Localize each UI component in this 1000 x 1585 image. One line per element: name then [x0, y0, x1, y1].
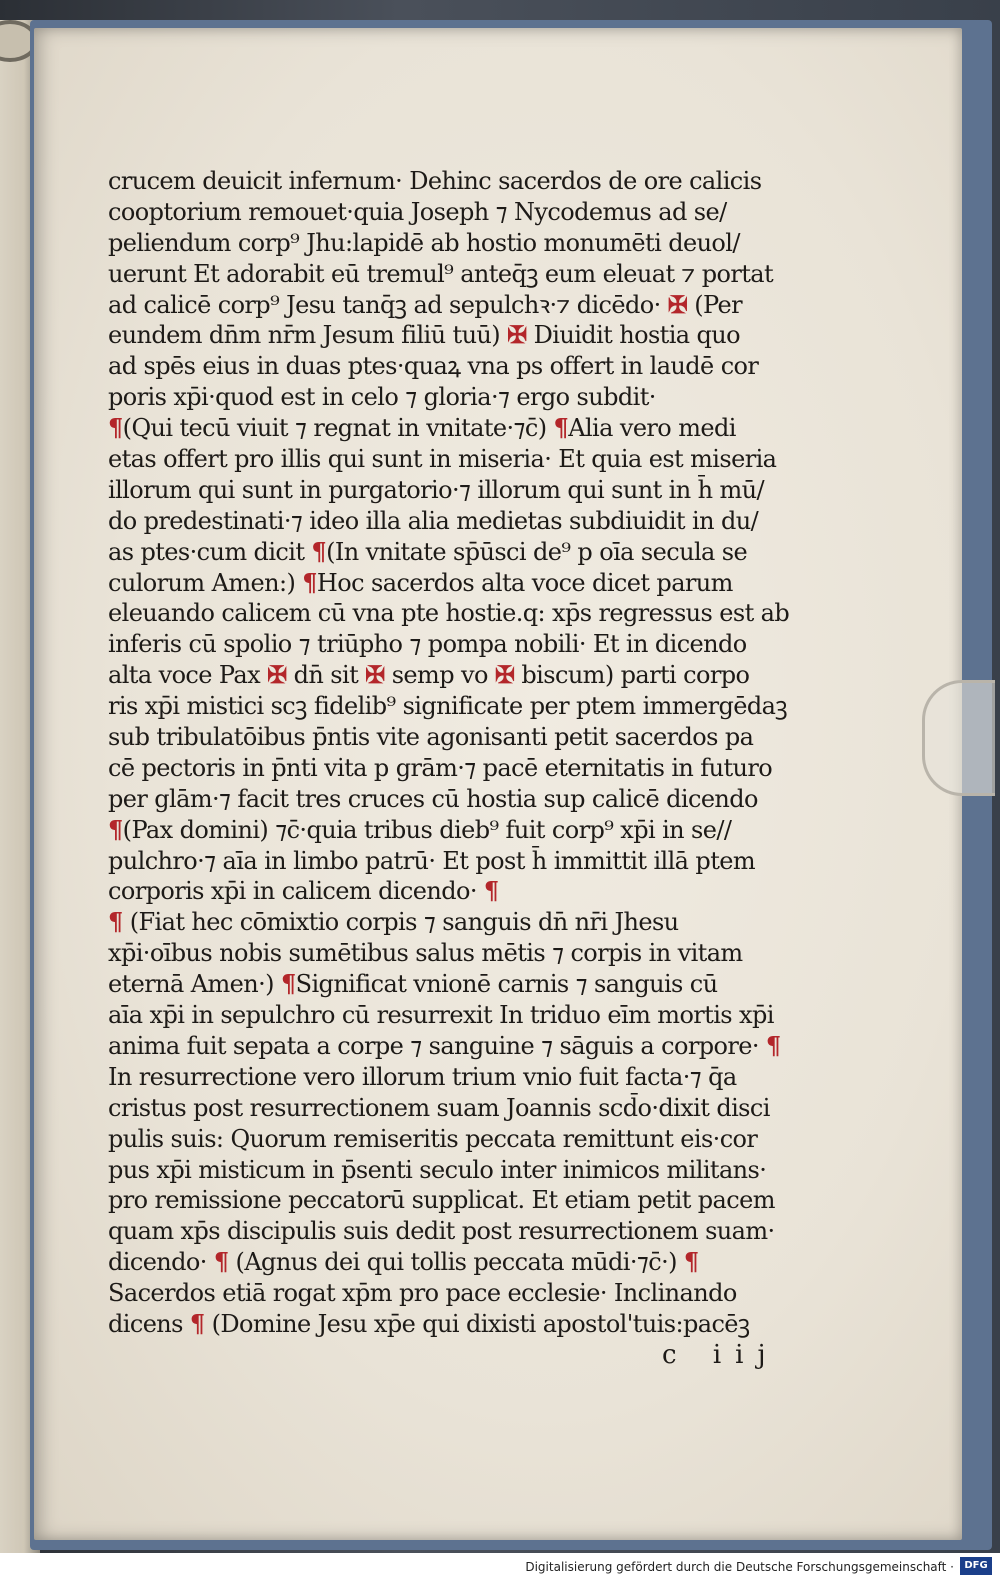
text-line: as ptes·cum dicit ¶(In vnitate spūsci de⁹ p oīa secula se — [108, 536, 748, 566]
text-line: dicens ¶ (Domine Jesu xpe qui dixisti apostol'tuis:pacēꝫ — [108, 1308, 750, 1338]
text-line: ¶(Pax domini) ⁊c·quia tribus dieb⁹ fuit corp⁹ xpi in se// — [108, 814, 732, 844]
text-line: culorum Amen:) ¶Hoc sacerdos alta voce dicet parum — [108, 567, 733, 597]
text-line: cē pectoris in pnti vita p grām·⁊ pacē eternitatis in futuro — [108, 753, 773, 782]
text-line: Sacerdos etiā rogat xpm pro pace ecclesie· Inclinando — [108, 1279, 737, 1308]
text-line: eundem dnm nrm Jesum filiū tuū) ✠ Diuidit hostia quo — [108, 320, 741, 350]
text-line: ad spēs eius in duas ptes·quaꝝ vna ps offert in laudē cor — [108, 352, 759, 381]
text-line: do predestinati·⁊ ideo illa alia medietas subdiuidit in du/ — [108, 506, 759, 535]
digitization-credit: Digitalisierung gefördert durch die Deutsche Forschungsgemeinschaft · — [525, 1560, 954, 1574]
text-line: cooptorium remouet·quia Joseph ⁊ Nycodemus ad se/ — [108, 197, 727, 226]
text-line: ¶(Qui tecū viuit ⁊ regnat in vnitate·⁊c) ¶Alia vero medi — [108, 413, 736, 443]
text-line: eternā Amen·) ¶Significat vnionē carnis ⁊ sanguis cū — [108, 969, 718, 999]
text-line: pulchro·⁊ aīa in limbo patrū· Et post h immittit illā ptem — [108, 846, 756, 875]
text-line: ris xpi mistici scꝫ fidelib⁹ significate per ptem immergēdaꝫ — [108, 692, 788, 721]
text-line: crucem deuicit infernum· Dehinc sacerdos de ore calicis — [108, 167, 762, 195]
text-line: eleuando calicem cū vna pte hostie.q: xps regressus est ab — [108, 599, 790, 628]
text-line: uerunt Et adorabit eū tremul⁹ anteqꝫ eum eleuat ⁊ portat — [108, 259, 774, 288]
text-line: per glām·⁊ facit tres cruces cū hostia sup calicē dicendo — [108, 784, 758, 813]
printed-text-block — [108, 166, 828, 1340]
text-line: sub tribulatōibus pntis vite agonisanti petit sacerdos pa — [108, 723, 754, 752]
text-line: quam xps discipulis suis dedit post resurrectionem suam· — [108, 1217, 775, 1246]
signature-mark: c iij — [662, 1340, 780, 1370]
text-line: illorum qui sunt in purgatorio·⁊ illorum qui sunt in h mū/ — [108, 475, 765, 504]
text-line: xpi·oībus nobis sumētibus salus mētis ⁊ corpis in vitam — [108, 939, 743, 968]
text-line: poris xpi·quod est in celo ⁊ gloria·⁊ ergo subdit· — [108, 383, 656, 412]
text-line: inferis cū spolio ⁊ triūpho ⁊ pompa nobili· Et in dicendo — [108, 630, 747, 659]
text-line: ¶ (Fiat hec cōmixtio corpis ⁊ sanguis dn nri Jhesu — [108, 907, 679, 937]
text-line: anima fuit sepata a corpe ⁊ sanguine ⁊ sāguis a corpore· ¶ — [108, 1030, 781, 1060]
text-line: pulis suis: Quorum remiseritis peccata remittunt eis·cor — [108, 1124, 758, 1153]
dfg-logo: DFG — [960, 1557, 992, 1575]
text-line: corporis xpi in calicem dicendo· ¶ — [108, 876, 499, 906]
text-line: cristus post resurrectionem suam Joannis scdo·dixit disci — [108, 1093, 770, 1122]
text-line: ad calicē corp⁹ Jesu tanqꝫ ad sepulchꝛ·⁊ dicēdo· ✠ (Per — [108, 289, 742, 319]
text-line: In resurrectione vero illorum trium vnio fuit facta·⁊ qa — [108, 1062, 737, 1091]
text-line: pus xpi misticum in psenti seculo inter inimicos militans· — [108, 1155, 767, 1184]
text-line: pro remissione peccatorū supplicat. Et etiam petit pacem — [108, 1186, 775, 1215]
text-line: etas offert pro illis qui sunt in miseria· Et quia est miseria — [108, 445, 777, 474]
page-clip — [922, 680, 995, 796]
text-line: aīa xpi in sepulchro cū resurrexit In triduo eīm mortis xpi — [108, 1001, 774, 1030]
text-line: alta voce Pax ✠ dn sit ✠ semp vo ✠ biscum) parti corpo — [108, 660, 750, 690]
text-line: dicendo· ¶ (Agnus dei qui tollis peccata mūdi·⁊c·) ¶ — [108, 1247, 699, 1277]
text-line: peliendum corp⁹ Jhu:lapidē ab hostio monumēti deuol/ — [108, 228, 740, 257]
